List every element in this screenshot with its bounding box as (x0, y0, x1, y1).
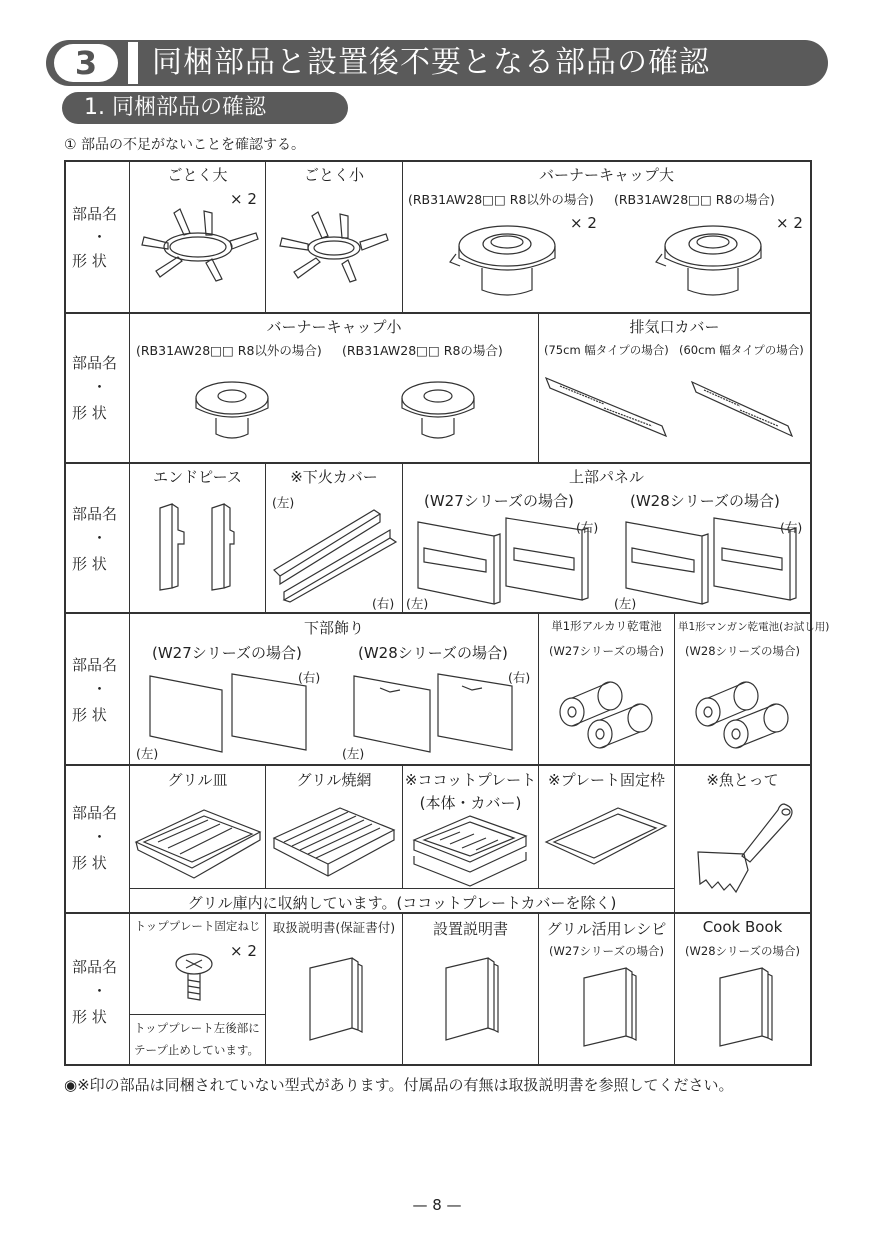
exhaust-cover-60-illustration (690, 378, 794, 442)
recipe-booklet-illustration (574, 964, 644, 1050)
bottom-trim-w27-illustration (146, 670, 316, 754)
section-title: 同梱部品と設置後不要となる部品の確認 (128, 42, 710, 84)
top-panel-w27-illustration (414, 514, 594, 608)
battery-manganese-illustration (692, 672, 792, 752)
gotoku-large-illustration (136, 205, 260, 285)
top-panel-w28-illustration (622, 514, 802, 608)
bottom-trim-w28-illustration (350, 670, 520, 754)
cookbook-booklet-illustration (710, 964, 780, 1050)
install-manual-booklet-illustration (436, 954, 506, 1044)
burner-cap-small-a-illustration (190, 376, 274, 444)
battery-alkaline-illustration (556, 672, 656, 752)
lower-fire-cover-illustration (270, 506, 398, 602)
burner-cap-large-b-illustration (658, 218, 768, 302)
manual-booklet-illustration (300, 954, 370, 1044)
subsection-title: 1. 同梱部品の確認 (62, 92, 348, 124)
end-piece-illustration (156, 500, 236, 592)
cocotte-plate-illustration (410, 810, 530, 886)
burner-cap-small-b-illustration (396, 376, 480, 444)
fish-turner-illustration (690, 800, 800, 896)
footer-note: ◉※印の部品は同梱されていない型式があります。付属品の有無は取扱説明書を参照してください。 (64, 1076, 734, 1094)
grill-pan-illustration (134, 802, 262, 882)
exhaust-cover-75-illustration (544, 374, 668, 444)
section-number: 3 (54, 44, 118, 82)
burner-cap-large-a-illustration (452, 218, 562, 302)
grill-net-illustration (270, 802, 398, 882)
plate-frame-illustration (542, 800, 670, 872)
screw-illustration (172, 948, 222, 1004)
instruction-note: ① 部品の不足がないことを確認する。 (64, 137, 305, 153)
gotoku-small-illustration (276, 210, 392, 286)
page-number: — 8 — (412, 1196, 462, 1214)
grill-stored-note: グリル庫内に収納しています。(ココットプレートカバーを除く) (187, 894, 617, 912)
